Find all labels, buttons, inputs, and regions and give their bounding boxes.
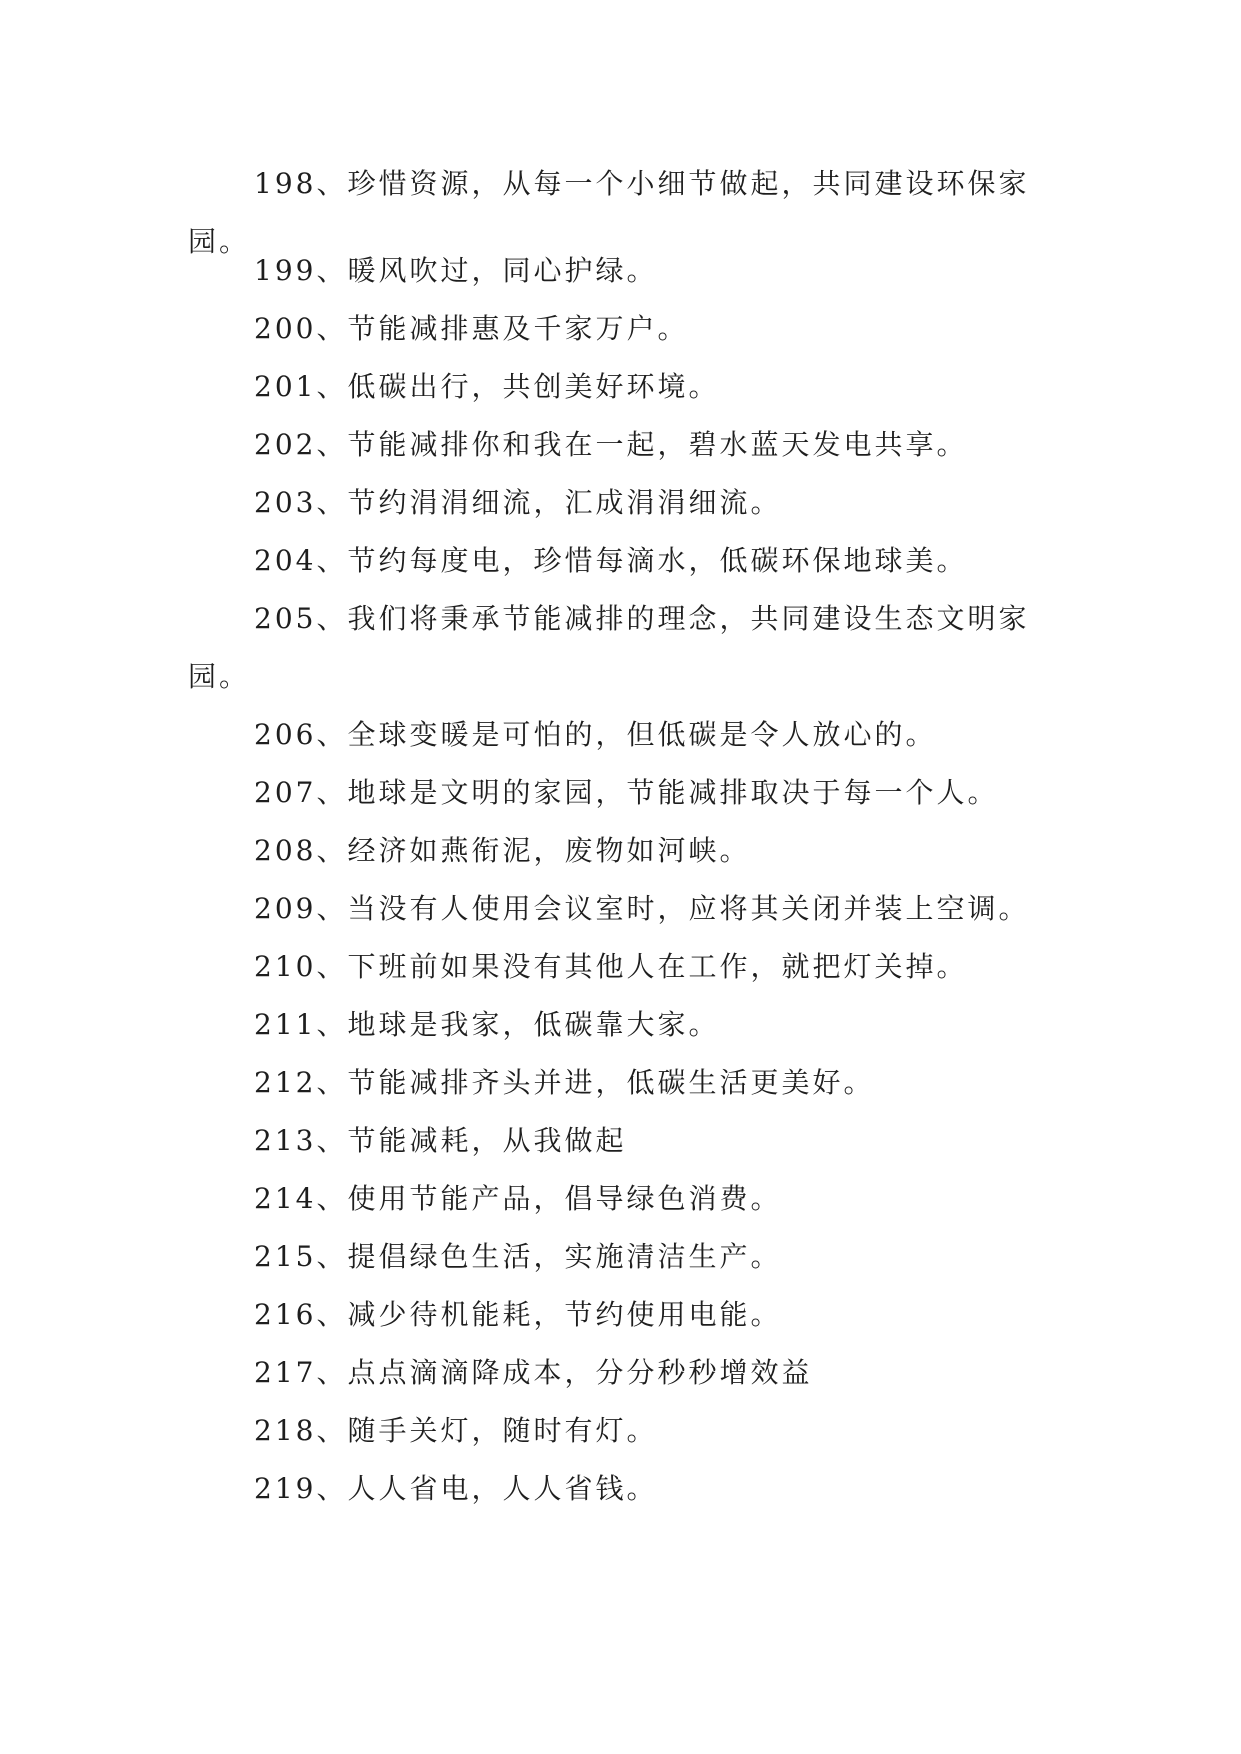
item-208: 208、经济如燕衔泥，废物如河峡。: [254, 834, 751, 867]
item-206: 206、全球变暖是可怕的，但低碳是令人放心的。: [254, 718, 937, 751]
item-214: 214、使用节能产品，倡导绿色消费。: [254, 1182, 782, 1215]
item-215: 215、提倡绿色生活，实施清洁生产。: [254, 1240, 782, 1273]
item-204: 204、节约每度电，珍惜每滴水，低碳环保地球美。: [254, 544, 968, 577]
item-213: 213、节能减耗，从我做起: [254, 1124, 627, 1157]
item-203: 203、节约涓涓细流，汇成涓涓细流。: [254, 486, 782, 519]
item-217: 217、点点滴滴降成本，分分秒秒增效益: [254, 1356, 813, 1389]
item-201: 201、低碳出行，共创美好环境。: [254, 370, 720, 403]
item-200: 200、节能减排惠及千家万户。: [254, 312, 689, 345]
item-219: 219、人人省电，人人省钱。: [254, 1472, 658, 1505]
item-210: 210、下班前如果没有其他人在工作，就把灯关掉。: [254, 950, 968, 983]
item-198: 198、珍惜资源，从每一个小细节做起，共同建设环保家园。: [188, 167, 1030, 258]
item-216: 216、减少待机能耗，节约使用电能。: [254, 1298, 782, 1331]
item-209: 209、当没有人使用会议室时，应将其关闭并装上空调。: [254, 892, 1030, 925]
item-207: 207、地球是文明的家园，节能减排取决于每一个人。: [254, 776, 999, 809]
item-218: 218、随手关灯，随时有灯。: [254, 1414, 658, 1447]
item-202: 202、节能减排你和我在一起，碧水蓝天发电共享。: [254, 428, 968, 461]
item-211: 211、地球是我家，低碳靠大家。: [254, 1008, 720, 1041]
item-212: 212、节能减排齐头并进，低碳生活更美好。: [254, 1066, 875, 1099]
item-205: 205、我们将秉承节能减排的理念，共同建设生态文明家园。: [188, 602, 1030, 693]
item-199: 199、暖风吹过，同心护绿。: [254, 254, 658, 287]
